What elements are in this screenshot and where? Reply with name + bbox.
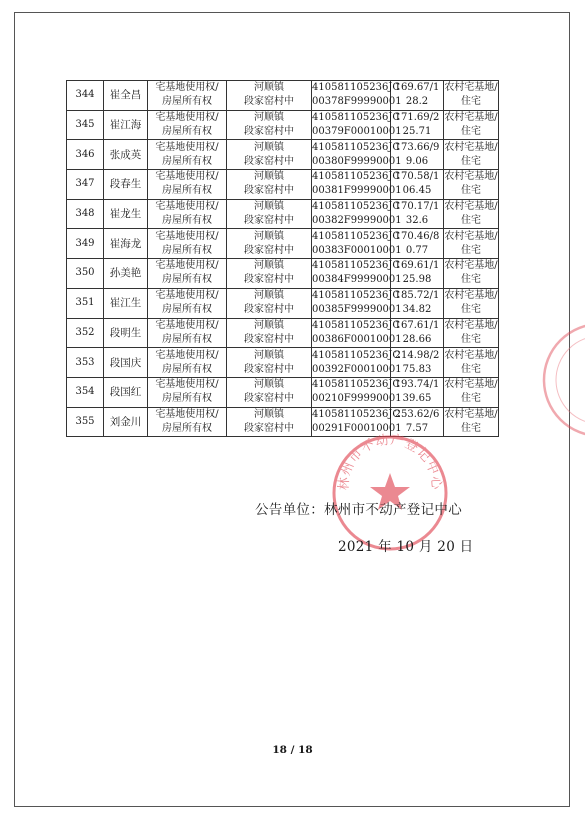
table-row <box>67 348 499 378</box>
usage-cell: 农村宅基地/ 住宅 <box>444 140 499 170</box>
unit-number-cell: 410581105236JC 00392F00010001 <box>312 348 391 378</box>
area-cell: 173.66/9 9.06 <box>391 140 444 170</box>
row-number-cell: 348 <box>67 199 104 229</box>
area-cell: 185.72/1 34.82 <box>391 288 444 318</box>
area-cell: 170.46/8 0.77 <box>391 229 444 259</box>
unit-number-cell: 410581105236JC 00386F00010001 <box>312 318 391 348</box>
usage-cell: 农村宅基地/ 住宅 <box>444 377 499 407</box>
location-cell: 河顺镇 段家窑村中 <box>227 348 312 378</box>
table-row <box>67 288 499 318</box>
table-row <box>67 110 499 140</box>
area-cell: 193.74/1 39.65 <box>391 377 444 407</box>
owner-name-cell: 崔龙生 <box>104 199 148 229</box>
right-type-cell: 宅基地使用权/ 房屋所有权 <box>148 229 227 259</box>
right-type-cell: 宅基地使用权/ 房屋所有权 <box>148 377 227 407</box>
table-row <box>67 229 499 259</box>
row-number-cell: 344 <box>67 81 104 111</box>
row-number-cell: 354 <box>67 377 104 407</box>
unit-number-cell: 410581105236JC 00382F99990001 <box>312 199 391 229</box>
row-number-cell: 345 <box>67 110 104 140</box>
table-row <box>67 259 499 289</box>
owner-name-cell: 崔江生 <box>104 288 148 318</box>
area-cell: 170.58/1 06.45 <box>391 170 444 200</box>
unit-number-cell: 410581105236JC 00381F99990001 <box>312 170 391 200</box>
owner-name-cell: 张成英 <box>104 140 148 170</box>
owner-name-cell: 段春生 <box>104 170 148 200</box>
row-number-cell: 351 <box>67 288 104 318</box>
right-type-cell: 宅基地使用权/ 房屋所有权 <box>148 140 227 170</box>
usage-cell: 农村宅基地/ 住宅 <box>444 170 499 200</box>
owner-name-cell: 刘金川 <box>104 407 148 437</box>
owner-name-cell: 孙美艳 <box>104 259 148 289</box>
page-number: 18 / 18 <box>272 744 313 756</box>
location-cell: 河顺镇 段家窑村中 <box>227 199 312 229</box>
location-cell: 河顺镇 段家窑村中 <box>227 229 312 259</box>
location-cell: 河顺镇 段家窑村中 <box>227 170 312 200</box>
right-type-cell: 宅基地使用权/ 房屋所有权 <box>148 199 227 229</box>
usage-cell: 农村宅基地/ 住宅 <box>444 407 499 437</box>
table-row <box>67 81 499 111</box>
right-type-cell: 宅基地使用权/ 房屋所有权 <box>148 259 227 289</box>
location-cell: 河顺镇 段家窑村中 <box>227 318 312 348</box>
owner-name-cell: 段明生 <box>104 318 148 348</box>
row-number-cell: 352 <box>67 318 104 348</box>
right-type-cell: 宅基地使用权/ 房屋所有权 <box>148 288 227 318</box>
area-cell: 169.61/1 25.98 <box>391 259 444 289</box>
table-body <box>67 81 499 437</box>
right-type-cell: 宅基地使用权/ 房屋所有权 <box>148 407 227 437</box>
area-cell: 171.69/2 25.71 <box>391 110 444 140</box>
row-number-cell: 347 <box>67 170 104 200</box>
location-cell: 河顺镇 段家窑村中 <box>227 288 312 318</box>
unit-number-cell: 410581105236JC 00291F00010001 <box>312 407 391 437</box>
owner-name-cell: 崔全昌 <box>104 81 148 111</box>
unit-number-cell: 410581105236JC 00378F99990001 <box>312 81 391 111</box>
location-cell: 河顺镇 段家窑村中 <box>227 110 312 140</box>
right-type-cell: 宅基地使用权/ 房屋所有权 <box>148 318 227 348</box>
area-cell: 214.98/2 75.83 <box>391 348 444 378</box>
table-row <box>67 318 499 348</box>
right-type-cell: 宅基地使用权/ 房屋所有权 <box>148 81 227 111</box>
svg-text:林州市不动产登记中心: 林州市不动产登记中心 <box>336 433 444 491</box>
usage-cell: 农村宅基地/ 住宅 <box>444 110 499 140</box>
location-cell: 河顺镇 段家窑村中 <box>227 259 312 289</box>
usage-cell: 农村宅基地/ 住宅 <box>444 348 499 378</box>
page-edge-seal <box>538 320 585 440</box>
owner-name-cell: 段国红 <box>104 377 148 407</box>
registration-table <box>66 80 499 437</box>
unit-number-cell: 410581105236JC 00380F99990001 <box>312 140 391 170</box>
area-cell: 169.67/1 28.2 <box>391 81 444 111</box>
area-cell: 167.61/1 28.66 <box>391 318 444 348</box>
right-type-cell: 宅基地使用权/ 房屋所有权 <box>148 348 227 378</box>
unit-number-cell: 410581105236JC 00379F00010001 <box>312 110 391 140</box>
location-cell: 河顺镇 段家窑村中 <box>227 407 312 437</box>
unit-number-cell: 410581105236JC 00385F99990001 <box>312 288 391 318</box>
publisher-line: 公告单位：林州市不动产登记中心 <box>255 502 462 518</box>
unit-number-cell: 410581105236JC 00383F00010001 <box>312 229 391 259</box>
area-cell: 253.62/6 7.57 <box>391 407 444 437</box>
area-cell: 170.17/1 32.6 <box>391 199 444 229</box>
table-row <box>67 199 499 229</box>
usage-cell: 农村宅基地/ 住宅 <box>444 288 499 318</box>
owner-name-cell: 崔江海 <box>104 110 148 140</box>
table-row <box>67 377 499 407</box>
row-number-cell: 355 <box>67 407 104 437</box>
unit-number-cell: 410581105236JC 00210F99990001 <box>312 377 391 407</box>
unit-number-cell: 410581105236JC 00384F99990001 <box>312 259 391 289</box>
right-type-cell: 宅基地使用权/ 房屋所有权 <box>148 170 227 200</box>
announcement-date: 2021 年 10 月 20 日 <box>338 539 474 555</box>
row-number-cell: 346 <box>67 140 104 170</box>
row-number-cell: 349 <box>67 229 104 259</box>
usage-cell: 农村宅基地/ 住宅 <box>444 318 499 348</box>
location-cell: 河顺镇 段家窑村中 <box>227 140 312 170</box>
table-row <box>67 170 499 200</box>
location-cell: 河顺镇 段家窑村中 <box>227 377 312 407</box>
usage-cell: 农村宅基地/ 住宅 <box>444 81 499 111</box>
usage-cell: 农村宅基地/ 住宅 <box>444 259 499 289</box>
usage-cell: 农村宅基地/ 住宅 <box>444 229 499 259</box>
row-number-cell: 350 <box>67 259 104 289</box>
right-type-cell: 宅基地使用权/ 房屋所有权 <box>148 110 227 140</box>
table-row <box>67 140 499 170</box>
owner-name-cell: 崔海龙 <box>104 229 148 259</box>
usage-cell: 农村宅基地/ 住宅 <box>444 199 499 229</box>
owner-name-cell: 段国庆 <box>104 348 148 378</box>
location-cell: 河顺镇 段家窑村中 <box>227 81 312 111</box>
row-number-cell: 353 <box>67 348 104 378</box>
